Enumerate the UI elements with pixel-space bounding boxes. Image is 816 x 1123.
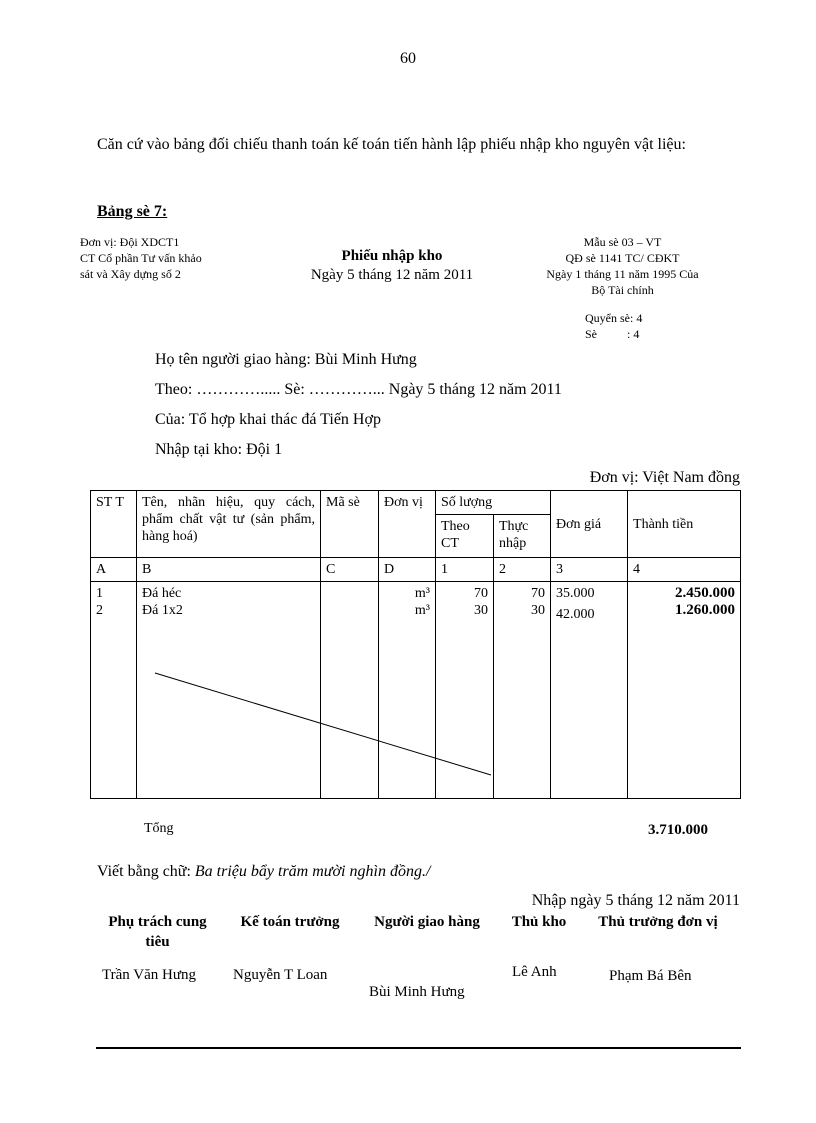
header-unit-price: Đơn giá bbox=[551, 491, 628, 558]
row-qty-actual: 70 bbox=[531, 586, 546, 601]
amount-in-words-label: Viết bằng chữ: bbox=[97, 863, 191, 880]
signature-name: Lê Anh bbox=[512, 964, 557, 980]
row-qty-document: 70 bbox=[474, 586, 488, 601]
row-item-name: Đá 1x2 bbox=[142, 603, 183, 618]
row-unit-price: 42.000 bbox=[556, 607, 595, 622]
form-title: Phiếu nhập kho bbox=[341, 248, 443, 264]
template-line: QĐ sè 1141 TC/ CĐKT bbox=[565, 251, 680, 265]
from-line: Của: Tổ hợp khai thác đá Tiến Hợp bbox=[155, 411, 381, 428]
row-amount: 2.450.000 bbox=[675, 585, 736, 601]
template-line: Ngày 1 tháng 11 năm 1995 Của bbox=[546, 267, 699, 281]
amount-in-words: Ba triệu bẩy trăm mười nghìn đồng./ bbox=[194, 863, 431, 880]
template-block bbox=[515, 234, 730, 298]
goods-receipt-table bbox=[90, 490, 741, 799]
row-stt: 1 bbox=[96, 586, 103, 601]
row-qty-document: 30 bbox=[474, 603, 488, 618]
row-unit: m³ bbox=[414, 586, 430, 601]
signature-name: Phạm Bá Bên bbox=[609, 968, 692, 984]
column-letter: C bbox=[321, 558, 379, 582]
total-amount: 3.710.000 bbox=[648, 822, 708, 838]
row-unit-price: 35.000 bbox=[556, 586, 595, 601]
row-stt: 2 bbox=[96, 603, 103, 618]
document-number: Sè : 4 bbox=[585, 327, 640, 341]
header-quantity: Số lượng bbox=[436, 491, 551, 515]
column-letter: 1 bbox=[436, 558, 494, 582]
column-letter: B bbox=[137, 558, 321, 582]
form-date: Ngày 5 tháng 12 năm 2011 bbox=[310, 267, 474, 283]
sign-date: Nhập ngày 5 tháng 12 năm 2011 bbox=[531, 892, 740, 909]
header-item-name: Tên, nhãn hiệu, quy cách, phẩm chất vật tư (sản phẩm, hàng hoá) bbox=[137, 491, 321, 558]
currency-unit: Đơn vị: Việt Nam đồng bbox=[589, 469, 740, 486]
unit-block bbox=[80, 234, 290, 282]
column-letter: 2 bbox=[494, 558, 551, 582]
amount-in-words-line bbox=[97, 863, 430, 881]
row-unit: m³ bbox=[414, 603, 430, 618]
signature-title: Thủ kho bbox=[511, 914, 567, 930]
header-code: Mã sè bbox=[321, 491, 379, 558]
header-amount: Thành tiền bbox=[628, 491, 741, 558]
signature-title: Thủ trưởng đơn vị bbox=[598, 914, 718, 930]
row-code bbox=[321, 582, 379, 799]
signature-name: Nguyễn T Loan bbox=[233, 967, 328, 983]
book-number: Quyển sè: 4 bbox=[585, 311, 643, 325]
row-qty-actual: 30 bbox=[531, 603, 546, 618]
column-letter: D bbox=[379, 558, 436, 582]
signature-title: Phụ trách cung tiêu bbox=[108, 914, 207, 950]
according-line: Theo: …………..... Sè: …………... Ngày 5 tháng 12 năm 2011 bbox=[155, 381, 562, 398]
template-line: Bộ Tài chính bbox=[591, 283, 654, 297]
signature-name: Trần Văn Hưng bbox=[102, 967, 196, 983]
signature-name: Bùi Minh Hưng bbox=[369, 984, 465, 1000]
column-letter: 4 bbox=[628, 558, 741, 582]
unit-line: sát và Xây dựng số 2 bbox=[80, 267, 181, 281]
header-unit: Đơn vị bbox=[379, 491, 436, 558]
header-qty-actual: Thực nhập bbox=[494, 515, 551, 558]
header-stt: ST T bbox=[91, 491, 137, 558]
page-number: 60 bbox=[400, 50, 416, 67]
signature-title: Người giao hàng bbox=[374, 914, 480, 930]
intro-paragraph: Căn cứ vào bảng đối chiếu thanh toán kế toán tiến hành lập phiếu nhập kho nguyên vật liệu: bbox=[97, 136, 686, 153]
row-amount: 1.260.000 bbox=[675, 602, 736, 618]
table-row bbox=[91, 582, 741, 799]
unit-line: Đơn vị: Đội XDCT1 bbox=[80, 235, 180, 249]
unit-line: CT Cổ phần Tư vấn khảo bbox=[80, 251, 202, 265]
footer-rule bbox=[96, 1047, 741, 1049]
header-qty-document: Theo CT bbox=[436, 515, 494, 558]
total-label: Tổng bbox=[144, 821, 174, 836]
book-number-block bbox=[585, 310, 642, 342]
column-letter: 3 bbox=[551, 558, 628, 582]
template-line: Mẫu sè 03 – VT bbox=[583, 235, 662, 249]
deliverer-line: Họ tên người giao hàng: Bùi Minh Hưng bbox=[155, 351, 417, 368]
table-caption: Bảng sè 7: bbox=[97, 203, 168, 220]
signature-title: Kế toán trưởng bbox=[240, 914, 340, 930]
column-letter: A bbox=[91, 558, 137, 582]
row-item-name: Đá héc bbox=[142, 586, 182, 601]
warehouse-line: Nhập tại kho: Đội 1 bbox=[155, 441, 283, 458]
